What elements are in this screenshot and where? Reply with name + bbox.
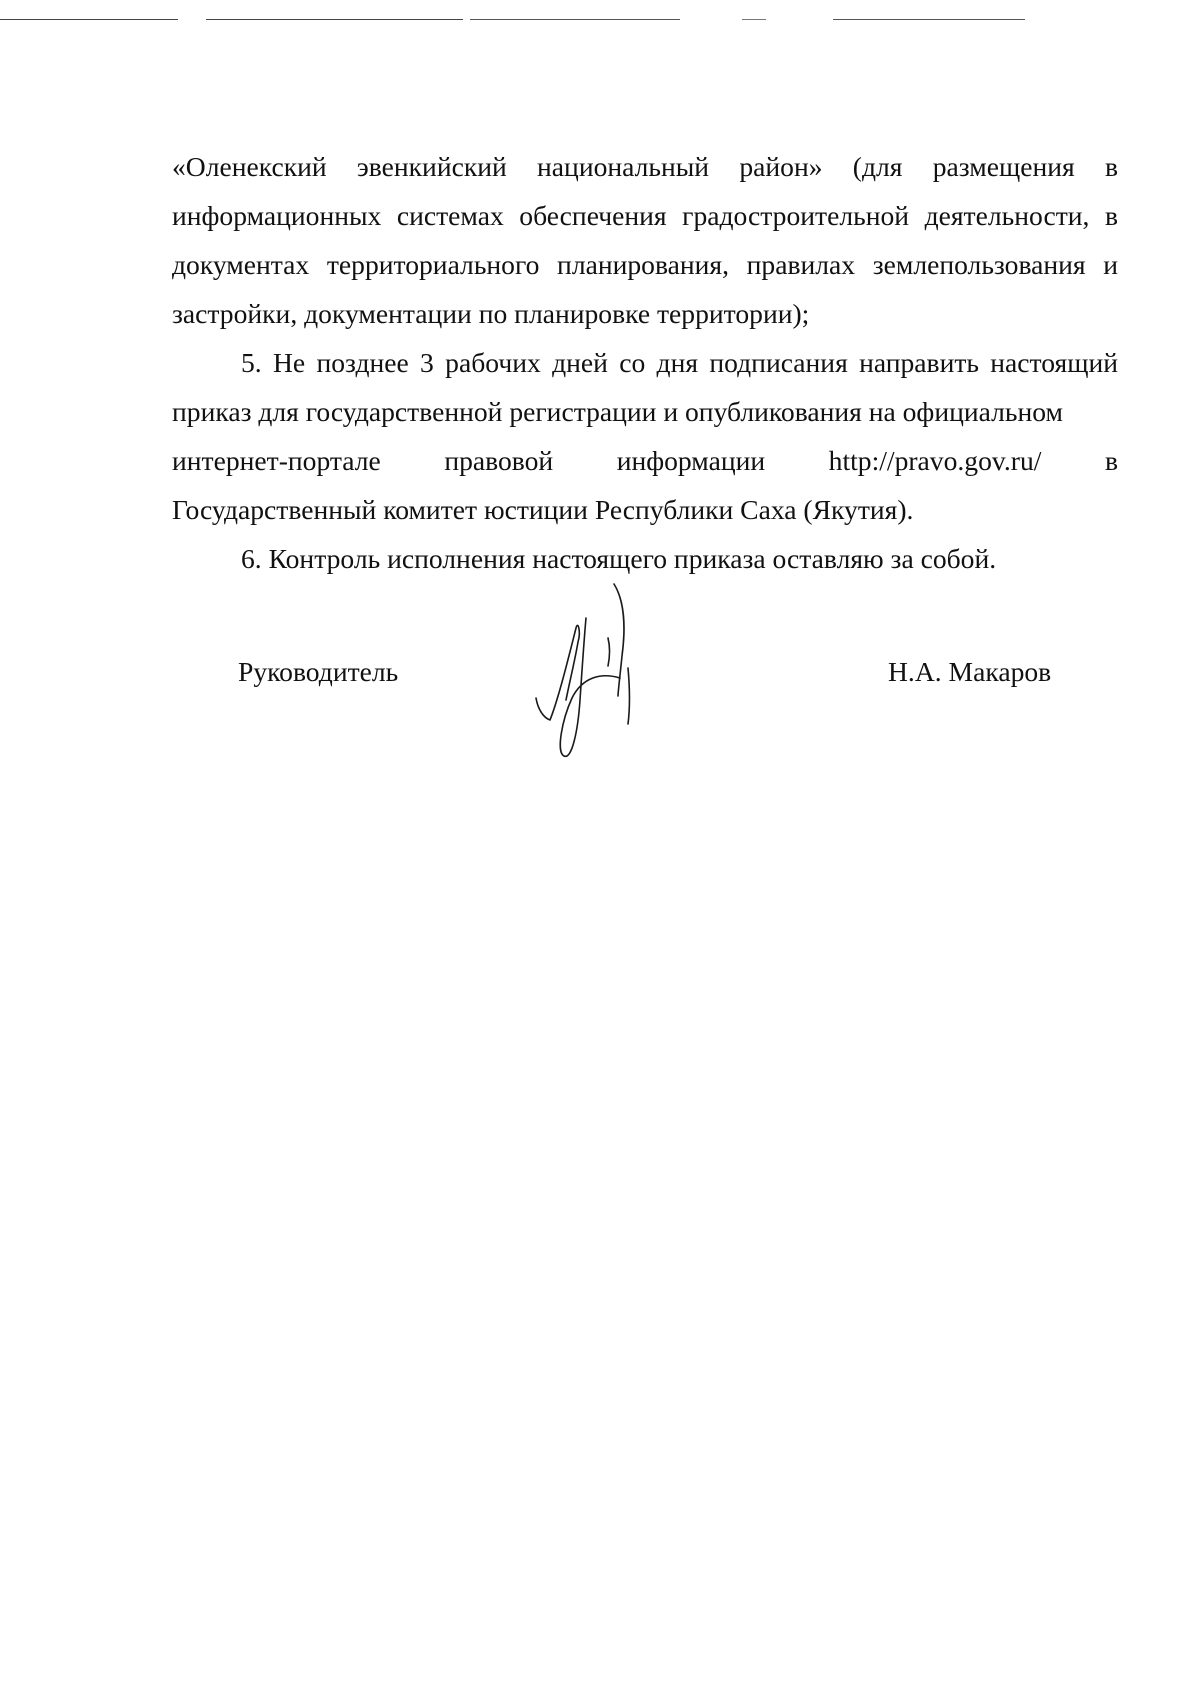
paragraph-5: 5. Не позднее 3 рабочих дней со дня подписания направить настоящий приказ для государственной регистрации и опубликования на официальном [172, 347, 1118, 427]
scan-artifact-line [0, 19, 178, 20]
scan-artifact-line [742, 19, 766, 20]
paragraph-6: 6. Контроль исполнения настоящего приказа оставляю за собой. [241, 543, 997, 574]
signatory-name: Н.А. Макаров [888, 656, 1052, 687]
handwritten-signature [528, 580, 668, 770]
url-line-word: в [1104, 445, 1118, 476]
url-line-word: правовой [444, 445, 554, 476]
paragraph-continuation: «Оленекский эвенкийский национальный район» (для размещения в информационных системах обеспечения градостроительной деятельности, в документах территориального планирования, правилах землепользования и застройки, документации по планировке территории); [172, 151, 1118, 329]
pravo-url-link[interactable]: http://pravo.gov.ru/ [828, 445, 1042, 476]
document-body [172, 142, 1118, 583]
scan-artifact-line [470, 19, 680, 20]
paragraph-5-url-line [172, 436, 1118, 485]
scan-artifact-line [206, 19, 463, 20]
paragraph-5-tail: Государственный комитет юстиции Республики Саха (Якутия). [172, 494, 914, 525]
scan-artifact-line [833, 19, 1025, 20]
url-line-word: интернет-портале [172, 445, 381, 476]
url-line-word: информации [616, 445, 766, 476]
signatory-title: Руководитель [238, 656, 399, 687]
